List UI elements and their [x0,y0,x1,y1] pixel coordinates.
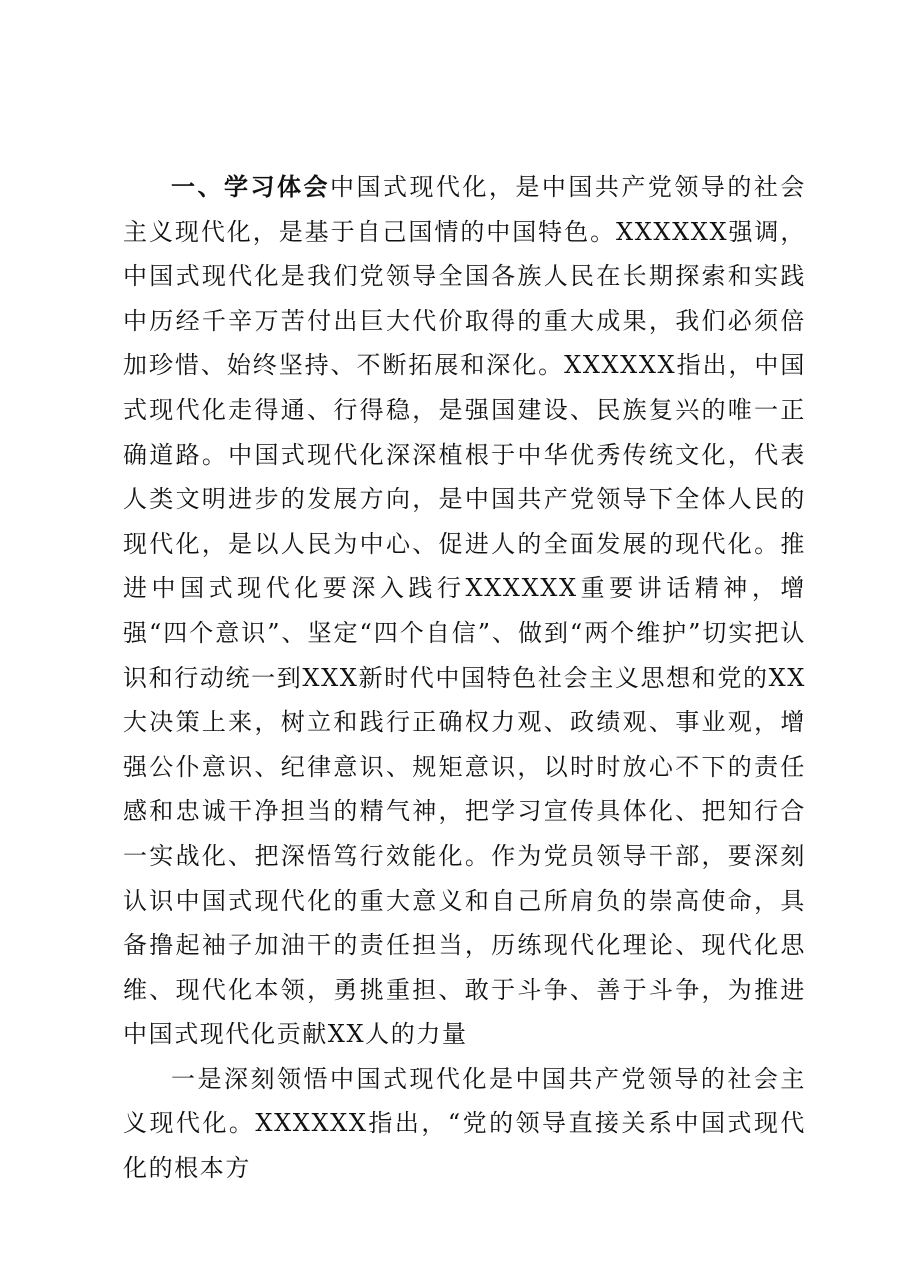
paragraph-1-text: 中国式现代化，是中国共产党领导的社会主义现代化，是基于自己国情的中国特色。XXXXXX强调，中国式现代化是我们党领导全国各族人民在长期探索和实践中历经千辛万苦付出巨大代价取得的重大成果，我们必须倍加珍惜、始终坚持、不断拓展和深化。XXXXXX指出，中国式现代化走得通、行得稳，是强国建设、民族复兴的唯一正确道路。中国式现代化深深植根于中华优秀传统文化，代表人类文明进步的发展方向，是中国共产党领导下全体人民的现代化，是以人民为中心、促进人的全面发展的现代化。推进中国式现代化要深入践行XXXXXX重要讲话精神，增强“四个意识”、坚定“四个自信”、做到“两个维护”切实把认识和行动统一到XXX新时代中国特色社会主义思想和党的XX大决策上来，树立和践行正确权力观、政绩观、事业观，增强公仆意识、纪律意识、规矩意识，以时时放心不下的责任感和忠诚干净担当的精气神，把学习宣传具体化、把知行合一实战化、把深悟笃行效能化。作为党员领导干部，要深刻认识中国式现代化的重大意义和自己所肩负的崇高使命，具备撸起袖子加油干的责任担当，历练现代化理论、现代化思维、现代化本领，勇挑重担、敢于斗争、善于斗争，为推进中国式现代化贡献XX人的力量 [123,173,806,1049]
paragraph-2-text: 一是深刻领悟中国式现代化是中国共产党领导的社会主义现代化。XXXXXX指出，“党的领导直接关系中国式现代化的根本方 [123,1064,806,1183]
document-body [123,165,806,1191]
paragraph-1 [123,165,806,1057]
section-heading: 一、学习体会 [171,173,330,201]
paragraph-2 [123,1057,806,1191]
